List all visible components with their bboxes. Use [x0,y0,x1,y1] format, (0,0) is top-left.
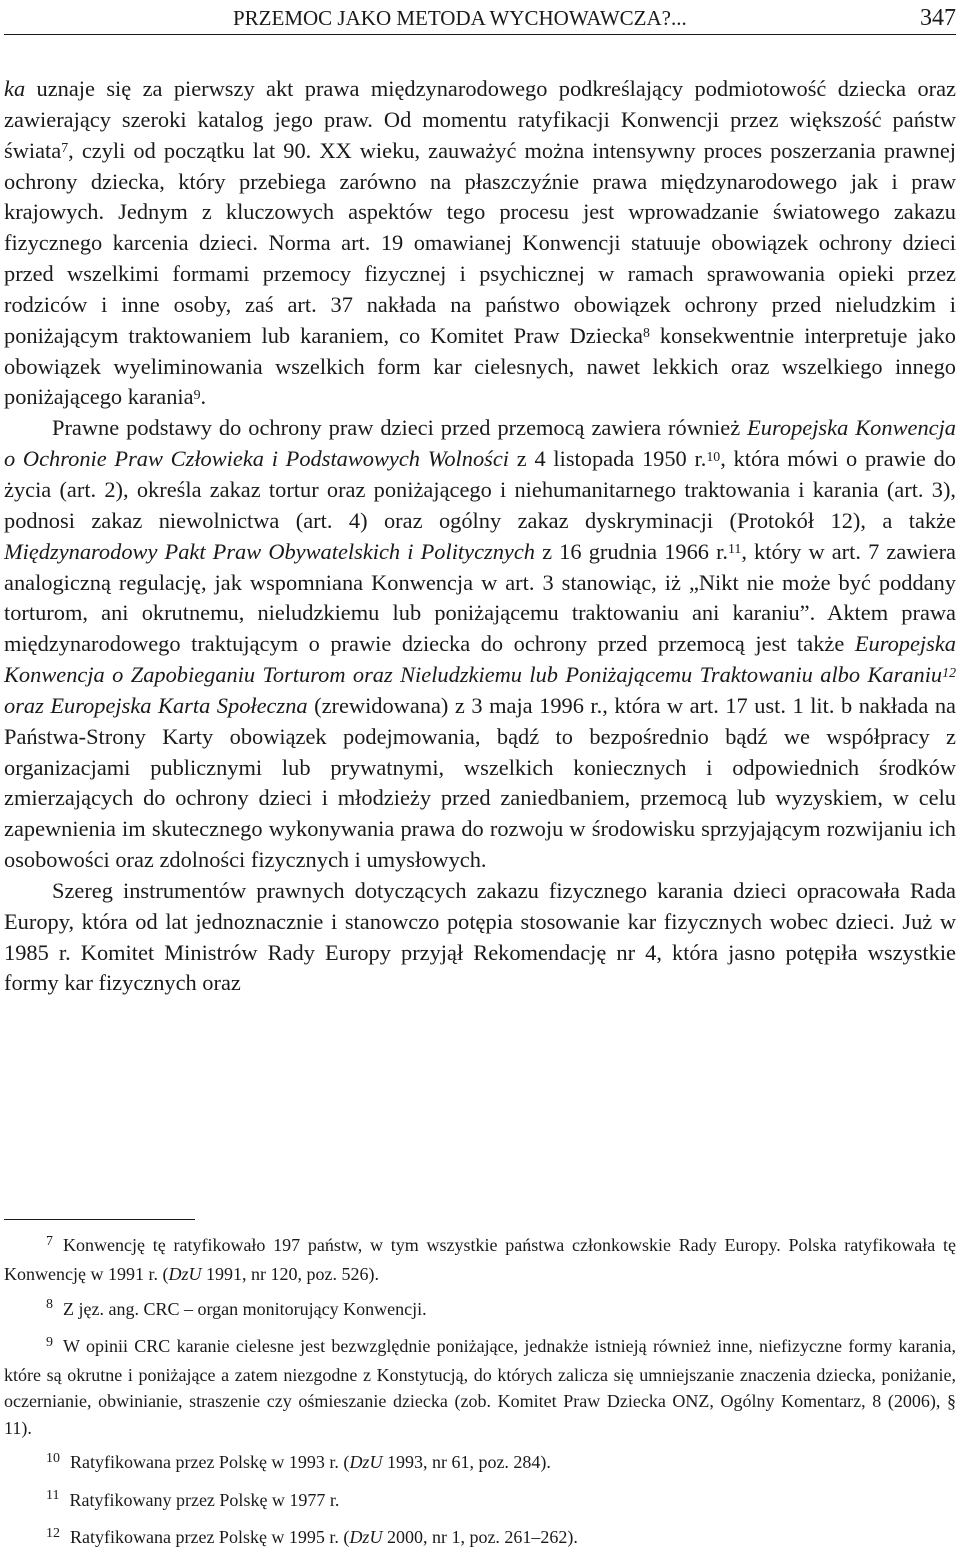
footnote-ref-7[interactable]: 7 [61,141,69,157]
footnote-ref-9[interactable]: 9 [193,388,201,404]
footnote-italic: DzU [168,1264,202,1285]
footnote-ref-11[interactable]: 11 [727,542,742,558]
italic-text: Europejska Konwencja o Ochronie Praw Człowieka i Podstawowych Wolności [4,415,956,472]
paragraph-2 [4,413,956,876]
italic-text: Międzynarodowy Pakt Praw Obywatelskich i Politycznych [4,538,535,564]
footnote-number: 11 [46,1488,60,1504]
footnote-text: W opinii CRC karanie cielesne jest bezwzględnie poniżające, jednakże istnieją również inne, niefizyczne formy karania, które są okrutne i poniżające a zatem niezgodne z Konstytucją, do których zalicza się umniejszanie znaczenia dziecka, poniżanie, oczernianie, obwinianie, straszenie czy ośmieszanie dziecka (zob. Komitet Praw Dziecka ONZ, Ogólny Komentarz, 8 (2006), § 11). [4,1336,956,1438]
paragraph-1 [4,74,956,413]
page-number: 347 [920,5,956,31]
footnote-ref-8[interactable]: 8 [642,326,650,342]
footnotes [4,1232,956,1562]
text-run: z 16 grudnia 1966 r. [535,538,728,564]
running-header [4,4,956,35]
footnote-text: Z jęz. ang. CRC – organ monitorujący Konwencji. [63,1298,427,1319]
footnote-ref-12[interactable]: 12 [942,665,956,681]
italic-text: oraz Europejska Karta Społeczna [4,692,308,718]
footnote-text: 1991, nr 120, poz. 526). [201,1264,379,1285]
text-run: konsekwentnie interpretuje jako obowiązek wyeliminowania wszelkich form kar cielesnych, nawet lekkich oraz wszelkiego innego poniżającego karania [4,322,956,410]
text-run: . [200,384,207,410]
footnote-ref-10[interactable]: 10 [706,449,721,465]
text-run: z 4 listopada 1950 r. [509,446,707,472]
footnote-9 [4,1333,956,1440]
footnote-8 [4,1296,956,1325]
footnote-italic: DzU [349,1527,383,1548]
text-run: , czyli od początku lat 90. XX wieku, zauważyć można intensywny proces poszerzania prawnej ochrony dziecka, który przebiega zarówno na płaszczyźnie prawa międzynarodowego jak i praw krajowych. Jednym z kluczowych aspektów tego procesu jest wprowadzanie światowego zakazu fizycznego karcenia dzieci. Norma art. 19 omawianej Konwencji statuuje obowiązek ochrony dzieci przed wszelkimi formami przemocy fizycznej i psychicznej w ramach sprawowania opieki przez rodziców i inne osoby, zaś art. 37 nakłada na państwo obowiązek ochrony przed nieludzkim i poniżającym traktowaniem lub karaniem, co Komitet Praw Dziecka [4,137,956,348]
footnote-text: 1993, nr 61, poz. 284). [382,1452,551,1473]
paragraph-3 [4,876,956,999]
footnote-text: Ratyfikowana przez Polskę w 1993 r. ( [70,1452,350,1473]
text-run: Szereg instrumentów prawnych dotyczących zakazu fizycznego karania dzieci opracowała Rada Europy, która od lat jednoznacznie i stanowczo potępia stosowanie kar fizycznych wobec dzieci. Już w 1985 r. Komitet Ministrów Rady Europy przyjął Rekomendację nr 4, która jasno potępiła wszystkie formy kar fizycznych oraz [4,877,956,996]
footnote-number: 7 [46,1233,53,1249]
footnote-text: Ratyfikowana przez Polskę w 1995 r. ( [70,1527,350,1548]
footnote-text: Ratyfikowany przez Polskę w 1977 r. [69,1489,340,1510]
footnote-10 [4,1449,956,1478]
footnote-separator [4,1219,195,1220]
text-run: , która mówi o prawie do życia (art. 2), określa zakaz tortur oraz poniżającego i niehumanitarnego traktowania i karania (art. 3), podnosi zakaz niewolnictwa (art. 4) oraz ogólny zakaz dyskryminacji (Protokół 12), a także [4,446,957,533]
footnote-number: 8 [46,1297,53,1313]
italic-text: Europejska Konwencja o Zapobieganiu Torturom oraz Nieludzkiemu lub Poniżającemu Traktowaniu albo Karaniu [4,631,956,688]
footnote-7 [4,1232,956,1287]
footnote-number: 10 [46,1450,60,1466]
footnote-11 [4,1487,956,1516]
footnote-number: 12 [46,1526,60,1542]
footnote-text: 2000, nr 1, poz. 261–262). [382,1527,578,1548]
text-run: (zrewidowana) z 3 maja 1996 r., która w art. 17 ust. 1 lit. b nakłada na Państwa-Strony Karty obowiązek podejmowania, bądź to bezpośrednio bądź we współpracy z organizacjami publicznymi lub prywatnymi, wszelkich koniecznych i odpowiednich środków zmierzających do ochrony dzieci i młodzieży przed zaniedbaniem, przemocą lub wyzyskiem, w celu zapewnienia im skutecznego wykonywania prawa do rozwoju w środowisku sprzyjającym rozwijaniu ich osobowości oraz zdolności fizycznych i umysłowych. [4,692,956,873]
footnote-italic: DzU [349,1452,383,1473]
footnote-12 [4,1524,956,1553]
text-run: Prawne podstawy do ochrony praw dzieci przed przemocą zawiera również [52,415,748,441]
main-text [4,74,956,999]
footnote-text: Konwencję tę ratyfikowało 197 państw, w tym wszystkie państwa członkowskie Rady Europy. Polska ratyfikowała tę Konwencję w 1991 r. ( [4,1235,956,1285]
text-run: uznaje się za pierwszy akt prawa międzynarodowego podkreślający podmiotowość dziecka oraz zawierający szeroki katalog jego praw. Od momentu ratyfikacji Konwencji przez większość państw świata [4,76,956,163]
italic-text: ka [4,76,26,101]
text-run: , który w art. 7 zawiera analogiczną regulację, jak wspomniana Konwencja w art. 3 stanowiąc, iż „Nikt nie może być poddany torturom, ani okrutnemu, nieludzkiemu lub poniżającemu traktowaniu ani karaniu”. Aktem prawa międzynarodowego traktującym o prawie dziecka do ochrony przed przemocą jest także [4,538,956,657]
running-title: PRZEMOC JAKO METODA WYCHOWAWCZA?... [233,6,687,30]
footnote-number: 9 [46,1334,53,1350]
